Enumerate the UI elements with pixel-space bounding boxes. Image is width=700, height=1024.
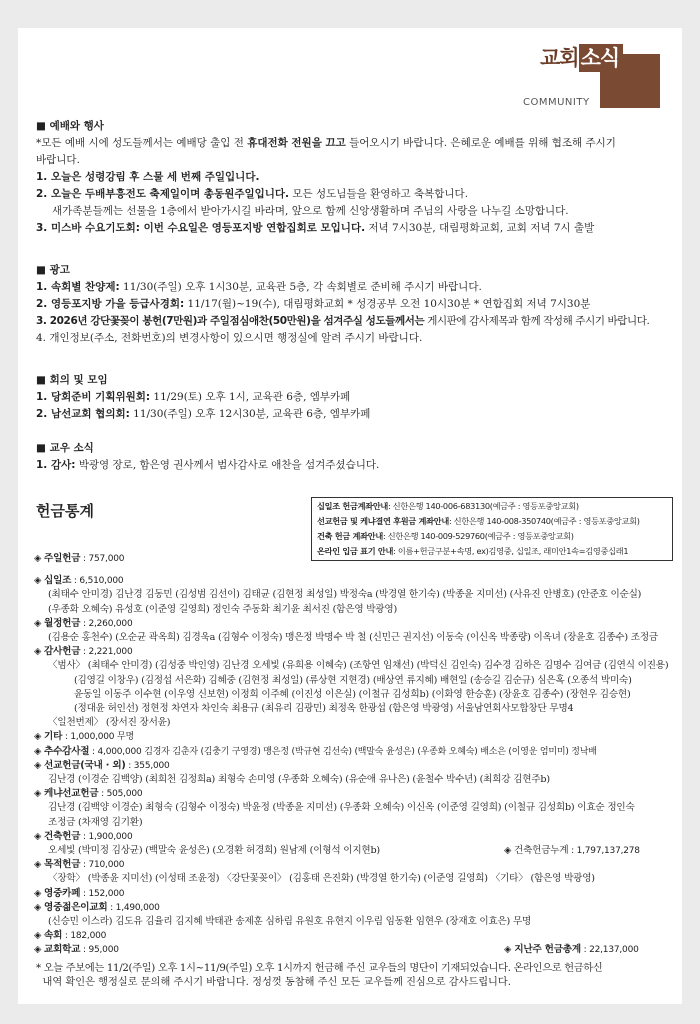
offering-misc: ◈ 기타 : 1,000,000 무명	[34, 730, 664, 744]
worship-item-1: 1. 오늘은 성령강림 후 스물 세 번째 주일입니다.	[36, 171, 260, 183]
offering-names: 조정금 (차재영 김기환)	[48, 816, 143, 828]
offering-names: (정대윤 허인선) 정현정 차연자 차인숙 최용규 (최유리 김광민) 최정옥 한광섭 (함은영 박광영) 서울남연회사모합창단 무명4	[74, 703, 574, 715]
worship-section	[36, 118, 666, 237]
offering-mission: ◈ 선교헌금(국내 · 외) : 355,000	[34, 759, 664, 773]
offering-youth: ◈ 영중젊은이교회 : 1,490,000	[34, 901, 664, 915]
offering-names: (신승민 이스라) 김도유 김율리 김지혜 박태관 송제훈 심하림 유원호 유현지 이우림 임동환 임현우 (장재호 이효은) 무명	[48, 916, 532, 928]
footnote-line: * 오늘 주보에는 11/2(주일) 오후 1시~11/9(주일) 오후 1시까지 헌금해 주신 교우들의 명단이 기재되었습니다. 온라인으로 헌금하신	[36, 963, 603, 974]
ads-heading: ■ 광고	[36, 262, 666, 279]
meetings-heading: ■ 회의 및 모임	[36, 372, 666, 389]
offering-list	[34, 552, 669, 958]
account-row: 선교헌금 및 케냐결연 후원금 계좌안내: 신한은행 140-008-350740(예금주 : 영등포중앙교회)	[317, 516, 640, 526]
ad-item-2: 2. 영등포지방 가을 등급사경회: 11/17(월)~19(수), 대림평화교회 * 성경공부 오전 10시30분 * 연합집회 저녁 7시30분	[36, 298, 591, 310]
offering-names: (김용순 홍천수) (오순균 곽옥희) 김경욱a (김형수 이정숙) 맹은정 박명수 박 철 (신민근 권지선) 이동숙 (이신옥 박종량) 이옥녀 (장윤호 김종수) 조정금	[48, 632, 658, 644]
meeting-item-2: 2. 남선교회 협의회: 11/30(주일) 오후 12시30분, 교육관 6층, 엠부카페	[36, 408, 371, 420]
ad-item-3: 3. 2026년 강단꽃꽂이 봉헌(7만원)과 주일점심애찬(50만원)을 섬겨주실 성도들께서는 게시판에 감사제목과 함께 작성해 주시기 바랍니다.	[36, 315, 650, 327]
offering-sok: ◈ 속회 : 182,000	[34, 929, 664, 943]
meeting-item-1: 1. 당회준비 기획위원회: 11/29(토) 오후 1시, 교육관 6층, 엠부카페	[36, 391, 351, 403]
offering-names: (최태수 안미경) 김난경 김동민 (김성범 김선이) 김태균 (김현정 최성일) 박정숙a (박경열 한기숙) (박종윤 지미선) (사유진 안병호) (안준호 이순실)	[48, 589, 642, 601]
offering-names: 김난경 (김백양 이경순) 최형숙 (김형수 이정숙) 박윤정 (박종윤 지미선) (우종화 오혜숙) 이신옥 (이준영 길영희) (이철규 김성희b) 이효순 정인숙	[48, 802, 635, 814]
offering-footnote	[36, 962, 666, 990]
offering-sunday: ◈ 주일헌금 : 757,000	[34, 552, 664, 566]
offering-thanks: ◈ 감사헌금 : 2,221,000	[34, 645, 664, 659]
worship-item-3: 3. 미스바 수요기도회: 이번 수요일은 영등포지방 연합집회로 모입니다. 저녁 7시30분, 대림평화교회, 교회 저녁 7시 출발	[36, 222, 595, 234]
offering-names: 〈범사〉 (최태수 안미경) (김성중 박인영) 김난경 오세빛 (유희용 이혜숙) (조항연 임채선) (박덕신 김인숙) 김수경 김하은 김명수 김여금 (김연식 이진용)	[48, 660, 669, 672]
offering-names: 윤동일 이동주 이수현 (이우영 신보현) 이정희 이주혜 (이진성 이은실) (이철규 김성희b) (이화영 한승훈) (장윤호 김종수) (장현우 김승현)	[74, 688, 631, 700]
ad-item-1: 1. 속회별 찬양제: 11/30(주일) 오후 1시30분, 교육관 5층, 각 속회별로 준비해 주시기 바랍니다.	[36, 281, 482, 293]
offering-names: 김난경 (이경순 김백양) (최희천 김정희a) 최형숙 손미영 (우종화 오혜숙) (유순애 유나은) (윤철수 박수년) (최희강 김현주b)	[48, 774, 550, 786]
offering-school: ◈ 교회학교 : 95,000 ◈ 지난주 헌금총계 : 22,137,000	[34, 943, 664, 957]
offering-building: ◈ 건축헌금 : 1,900,000	[34, 830, 664, 844]
offering-purpose: ◈ 목적헌금 : 710,000	[34, 858, 664, 872]
members-heading: ■ 교우 소식	[36, 440, 666, 457]
offering-title: 헌금통계	[36, 502, 94, 520]
offering-kenya: ◈ 케냐선교헌금 : 505,000	[34, 787, 664, 801]
offering-monthly: ◈ 월정헌금 : 2,260,000	[34, 617, 664, 631]
member-item-1: 1. 감사: 박광영 장로, 함은영 권사께서 범사감사로 애찬을 섬겨주셨습니다.	[36, 459, 380, 471]
worship-intro: *모든 예배 시에 성도들께서는 예배당 출입 전 휴대전화 전원을 끄고 들어오시기 바랍니다. 은혜로운 예배를 위해 협조해 주시기	[36, 137, 616, 149]
footnote-line: 내역 확인은 행정실로 문의해 주시기 바랍니다. 정성껏 동참해 주신 모든 교우들께 진심으로 감사드립니다.	[36, 977, 511, 988]
worship-item-2: 2. 오늘은 두배부흥전도 축제일이며 총동원주일입니다. 모든 성도님들을 환영하고 축복합니다.	[36, 188, 469, 200]
ad-item-4: 4. 개인정보(주소, 전화번호)의 변경사항이 있으시면 행정실에 알려 주시기 바랍니다.	[36, 332, 423, 344]
offering-names: (우종화 오혜숙) 유성호 (이준영 길영희) 정인숙 주동화 최기윤 최서진 (함은영 박광영)	[48, 603, 397, 615]
worship-intro-cont: 바랍니다.	[36, 154, 80, 166]
offering-names: (김영길 이창우) (김정섭 서은화) 김혜중 (김현정 최성일) (류상현 지현경) (배상연 류지혜) 배현일 (송승길 김순규) 심은혹 (오종석 박미숙)	[74, 674, 632, 686]
offering-tithe: ◈ 십일조 : 6,510,000	[34, 574, 664, 588]
building-total: ◈ 건축헌금누계 : 1,797,137,278	[504, 845, 640, 857]
offering-cafe: ◈ 영중카페 : 152,000	[34, 887, 664, 901]
account-row: 건축 헌금 계좌안내: 신한은행 140-009-529760(예금주 : 영등포중앙교회)	[317, 531, 574, 541]
offering-names: 〈장학〉 (박종윤 지미선) (이성태 조윤정) 〈강단꽃꽂이〉 (김홍태 은진화) (박경열 한기숙) (이준영 길영희) 〈기타〉 (함은영 박광영)	[48, 873, 595, 885]
section-subtitle: COMMUNITY	[523, 97, 590, 108]
account-row: 온라인 입금 표기 안내: 이름+헌금구분+속명, ex)김영중, 십일조, 래미안1속=김영중십래1	[317, 546, 629, 556]
offering-names: 〈일천번제〉 (장서진 장서윤)	[48, 717, 171, 729]
section-title: 교회소식	[540, 42, 623, 72]
ads-section	[36, 262, 666, 347]
worship-heading: ■ 예배와 행사	[36, 118, 666, 135]
meetings-section	[36, 372, 666, 423]
worship-item-2-detail: 새가족분들께는 선물을 1층에서 받아가시길 바라며, 앞으로 함께 신앙생활하며 주님의 사랑을 나누길 소망합니다.	[52, 205, 569, 217]
account-row: 십일조 헌금계좌안내: 신한은행 140-006-683130(예금주 : 영등포중앙교회)	[317, 501, 579, 511]
members-section	[36, 440, 666, 474]
last-week-total: ◈ 지난주 헌금총계 : 22,137,000	[504, 944, 639, 956]
offering-harvest: ◈ 추수감사절 : 4,000,000 김경자 김춘자 (김충기 구영경) 맹은정 (박규현 김선숙) (백말숙 윤성은) (우종화 오혜숙) 배소은 (이영운 엄미미) 정낙배	[34, 745, 664, 759]
offering-names: 오세빛 (박미정 김상균) (백말숙 윤성은) (오경환 허경희) 원남제 (이형석 이지현b) ◈ 건축헌금누계 : 1,797,137,278	[34, 844, 664, 858]
